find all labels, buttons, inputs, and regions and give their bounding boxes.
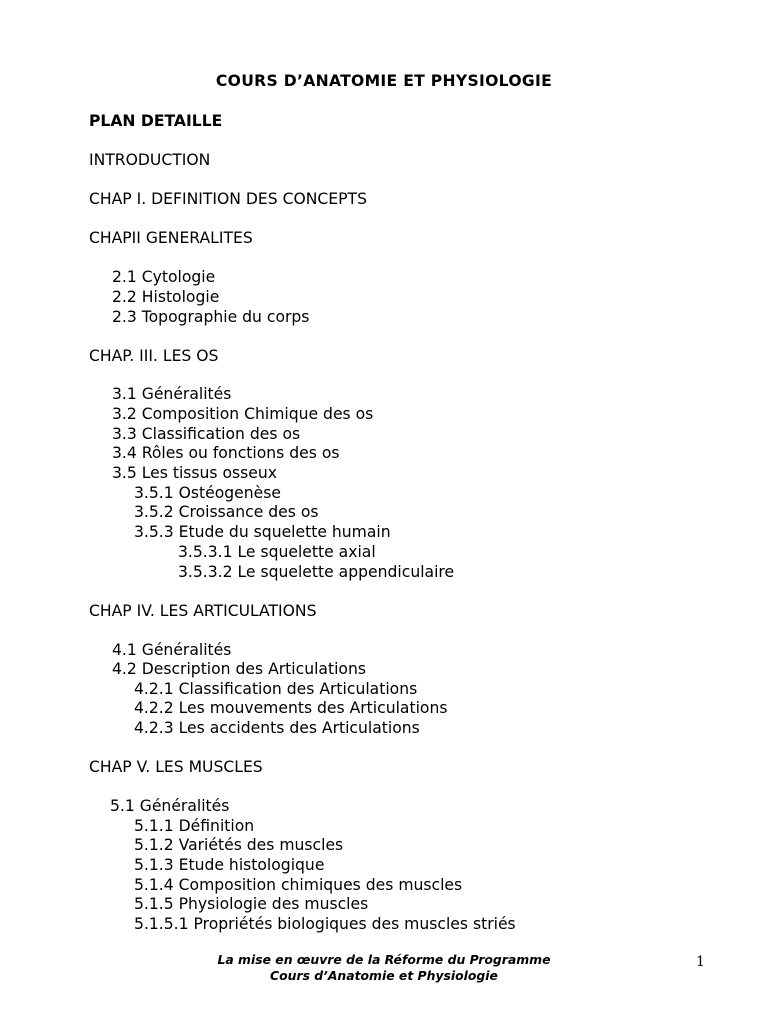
toc-item: 2.1 Cytologie [112, 268, 216, 286]
toc-item: 4.2 Description des Articulations [112, 660, 366, 678]
page-number: 1 [696, 954, 705, 970]
toc-subitem: 3.5.1 Ostéogenèse [134, 484, 281, 502]
footer-line-2: Cours d’Anatomie et Physiologie [270, 968, 498, 983]
toc-subitem: 3.5.3 Etude du squelette humain [134, 523, 391, 541]
toc-item: 5.1 Généralités [110, 797, 230, 815]
chapter-4-heading: CHAP IV. LES ARTICULATIONS [89, 602, 317, 620]
toc-subitem: 5.1.5 Physiologie des muscles [134, 895, 369, 913]
chapter-2-heading: CHAPII GENERALITES [89, 229, 253, 247]
chapter-5-heading: CHAP V. LES MUSCLES [89, 758, 263, 776]
toc-subitem: 4.2.2 Les mouvements des Articulations [134, 699, 448, 717]
chapter-3-heading: CHAP. III. LES OS [89, 347, 219, 365]
page-footer [0, 952, 768, 984]
footer-line-1: La mise en œuvre de la Réforme du Programme [217, 952, 551, 967]
toc-item: 3.5 Les tissus osseux [112, 464, 277, 482]
toc-subitem: 5.1.5.1 Propriétés biologiques des muscles striés [134, 915, 516, 933]
toc-subitem: 5.1.3 Etude histologique [134, 856, 325, 874]
toc-subitem: 3.5.2 Croissance des os [134, 503, 319, 521]
toc-item: 3.4 Rôles ou fonctions des os [112, 444, 340, 462]
toc-item: 2.3 Topographie du corps [112, 308, 310, 326]
toc-item: 3.2 Composition Chimique des os [112, 405, 374, 423]
chapter-1-heading: CHAP I. DEFINITION DES CONCEPTS [89, 190, 367, 208]
document-title: COURS D’ANATOMIE ET PHYSIOLOGIE [215, 72, 553, 90]
plan-heading: PLAN DETAILLE [89, 112, 223, 130]
toc-subsubitem: 3.5.3.2 Le squelette appendiculaire [178, 563, 455, 581]
toc-subitem: 4.2.1 Classification des Articulations [134, 680, 418, 698]
toc-item: 3.3 Classification des os [112, 425, 301, 443]
toc-subitem: 5.1.4 Composition chimiques des muscles [134, 876, 463, 894]
toc-subsubitem: 3.5.3.1 Le squelette axial [178, 543, 376, 561]
introduction-heading: INTRODUCTION [89, 151, 211, 169]
toc-item: 4.1 Généralités [112, 641, 232, 659]
toc-subitem: 5.1.2 Variétés des muscles [134, 836, 344, 854]
toc-item: 2.2 Histologie [112, 288, 220, 306]
toc-subitem: 5.1.1 Définition [134, 817, 255, 835]
toc-subitem: 4.2.3 Les accidents des Articulations [134, 719, 420, 737]
toc-item: 3.1 Généralités [112, 385, 232, 403]
